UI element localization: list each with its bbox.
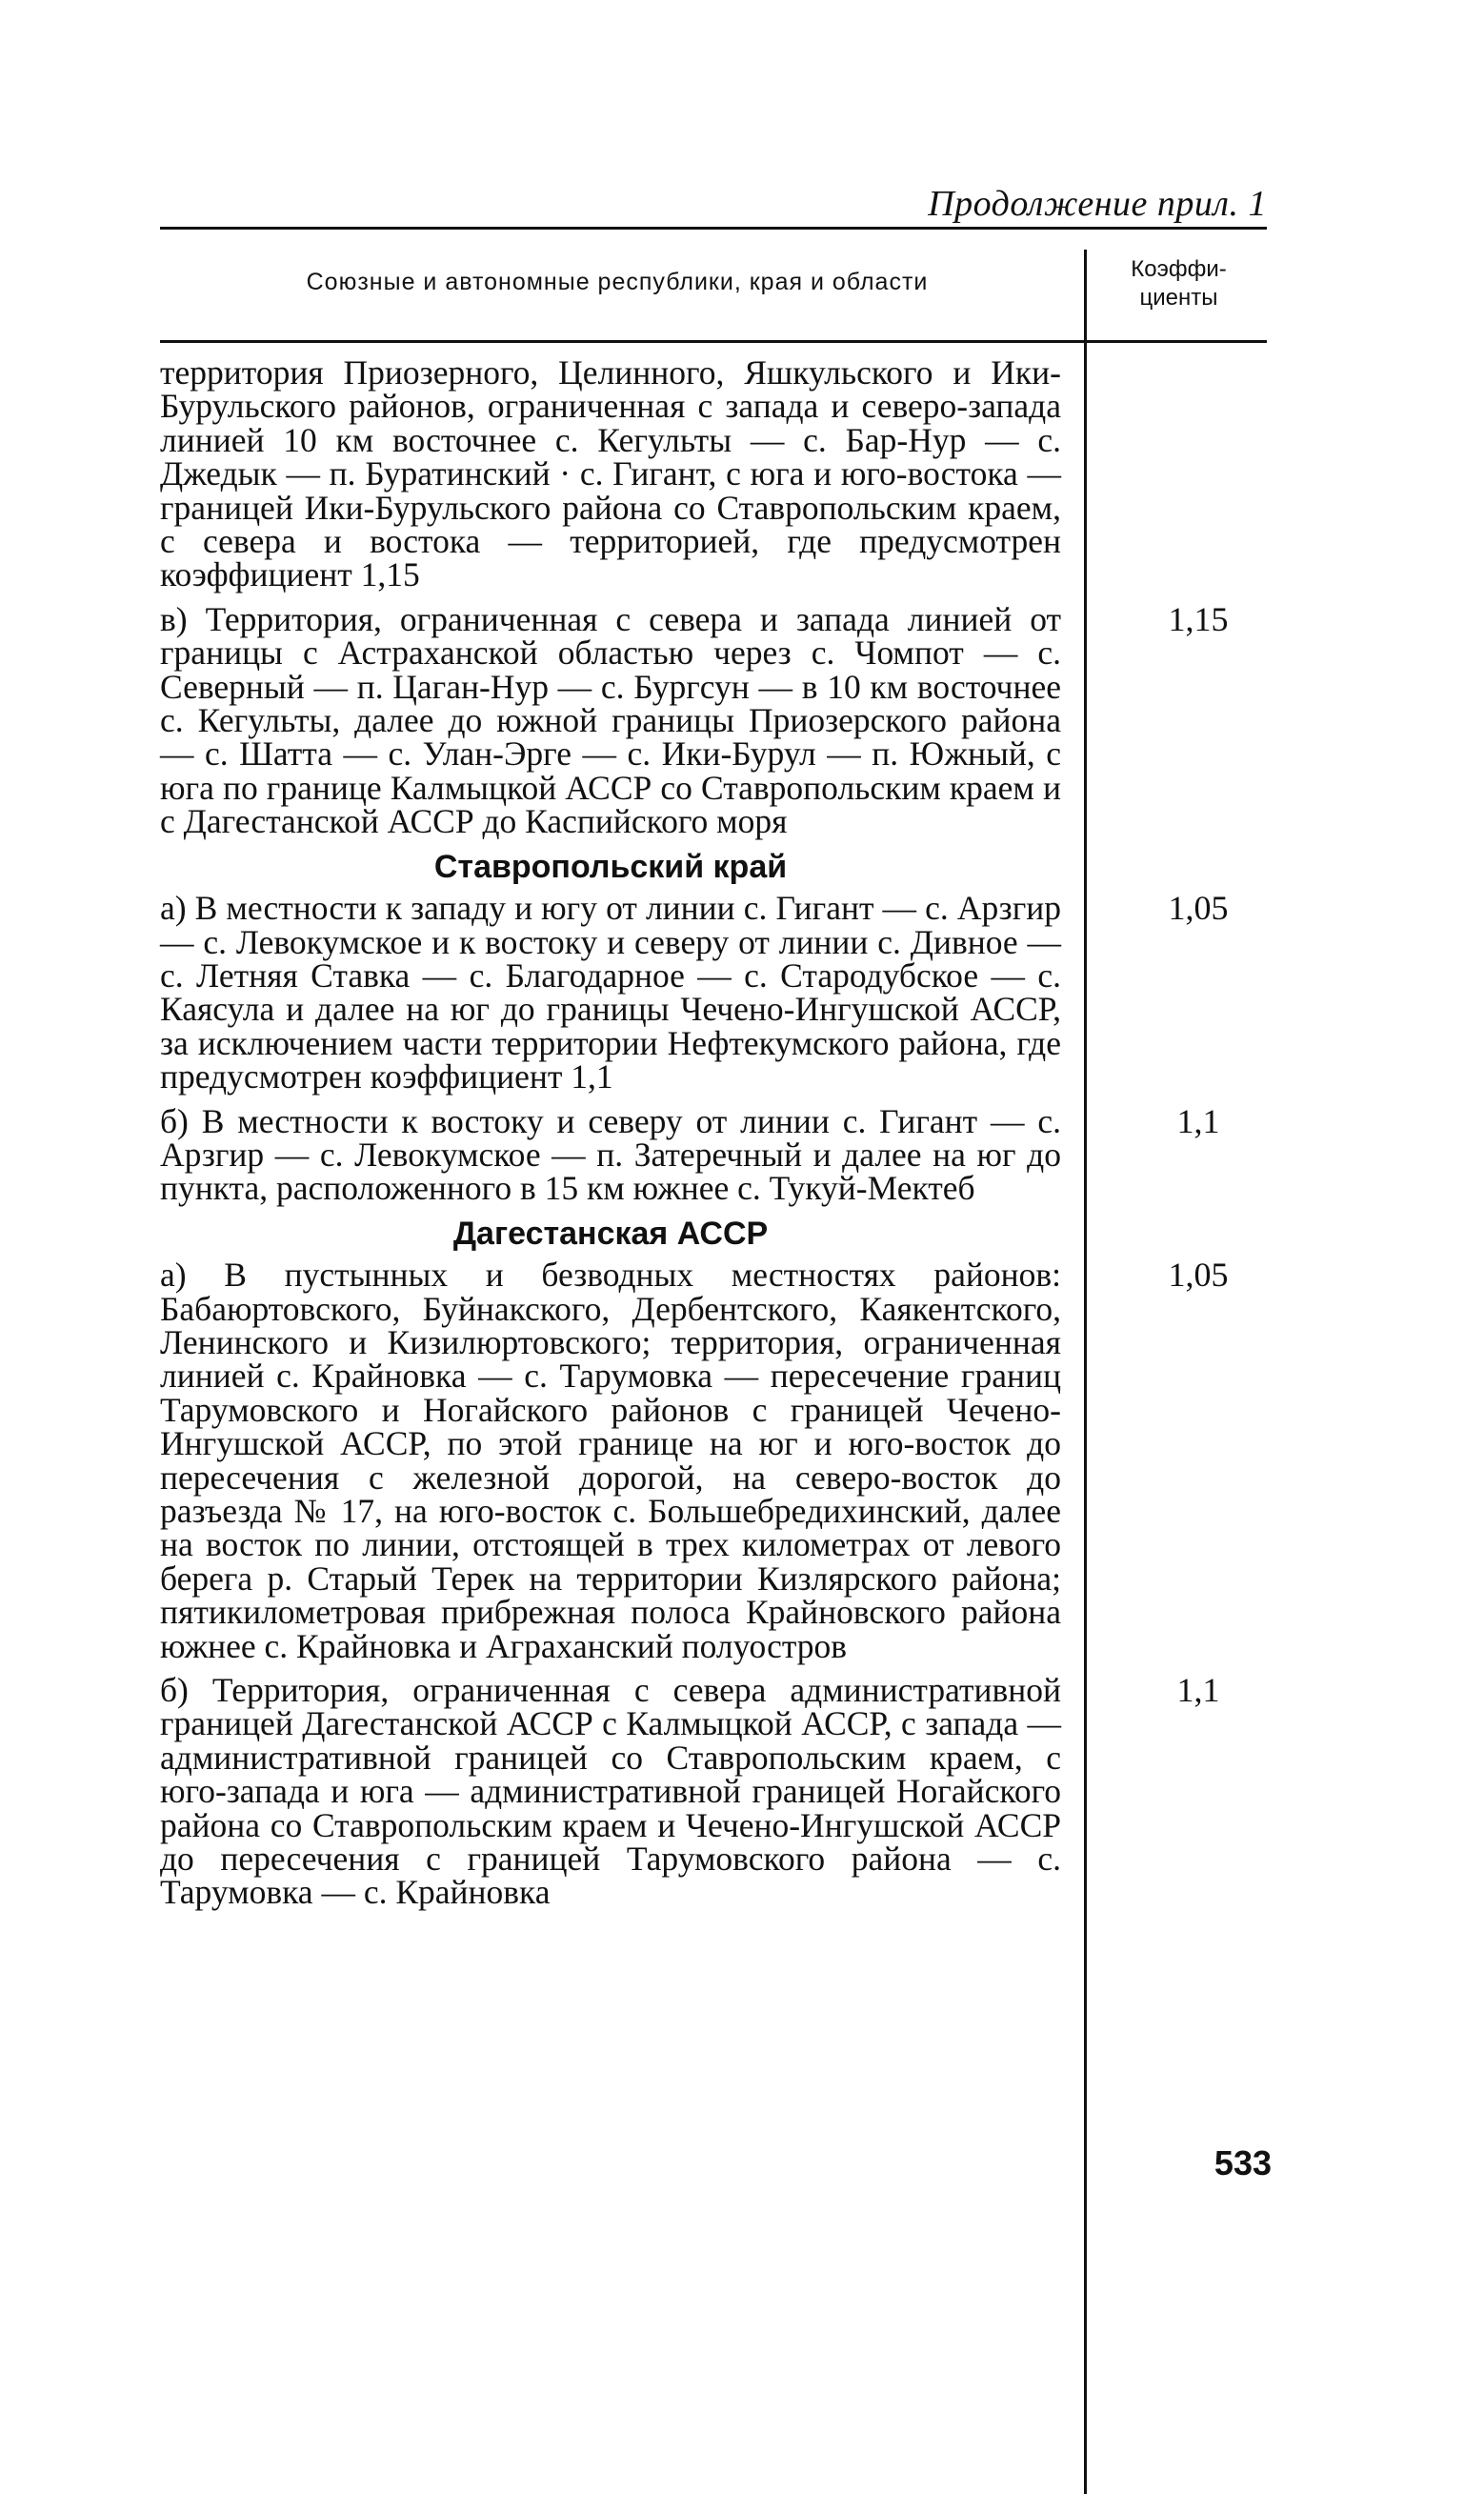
column-divider xyxy=(1084,250,1087,2494)
table-row xyxy=(160,1256,1229,1665)
table-row xyxy=(160,889,1229,1096)
row-text: б) В местности к востоку и северу от линии с. Гигант — с. Арзгир — с. Левокумское — п. Затеречный и далее на юг до пункта, расположенного в 15 км южнее с. Тукуй-Мектеб xyxy=(160,1101,1061,1208)
column-header-coef-line2: циенты xyxy=(1139,285,1218,311)
row-coefficient: 1,05 xyxy=(1168,1256,1229,1295)
row-text: территория Приозерного, Целинного, Яшкульского и Ики-Бурульского районов, ограниченная с запада и северо-запада линией 10 км восточнее с. Кегульты — с. Бар-Нур — с. Джедык — п. Буратинский · с. Гигант, с юга и юго-востока — границей Ики-Бурульского района со Ставропольским краем, с севера и востока — территорией, где предусмотрен коэффициент 1,15 xyxy=(160,353,1061,594)
column-header-regions: Союзные и автономные республики, края и области xyxy=(306,269,929,295)
row-coefficient: 1,15 xyxy=(1168,599,1229,638)
table-top-rule xyxy=(160,227,1267,230)
section-heading: Дагестанская АССР xyxy=(452,1215,769,1252)
table-row xyxy=(160,1671,1220,1912)
table-row xyxy=(160,599,1229,841)
page-number: 533 xyxy=(1213,2143,1272,2182)
column-header-coef-line1: Коэффи- xyxy=(1131,256,1227,282)
row-coefficient: 1,1 xyxy=(1176,1101,1220,1140)
row-text: в) Территория, ограниченная с севера и запада линией от границы с Астраханской областью через с. Чомпот — с. Северный — п. Цаган-Нур — с. Бургсун — в 10 км восточнее с. Кегульты, далее до южной границы Приозерского района — с. Шатта — с. Улан-Эрге — с. Ики-Бурул — п. Южный, с юга по границе Калмыцкой АССР со Ставропольским краем и с Дагестанской АССР до Каспийского моря xyxy=(160,599,1061,841)
row-coefficient: 1,05 xyxy=(1168,889,1229,928)
table-row xyxy=(160,1101,1220,1208)
row-coefficient: 1,1 xyxy=(1176,1671,1220,1710)
table-header-rule xyxy=(160,340,1267,343)
row-text: а) В местности к западу и югу от линии с. Гигант — с. Арзгир — с. Левокумское и к востоку и северу от линии с. Дивное — с. Летняя Ставка — с. Благодарное — с. Стародубское — с. Каясула и далее на юг до границы Чечено-Ингушской АССР, за исключением части территории Нефтекумского района, где предусмотрен коэффициент 1,1 xyxy=(160,889,1061,1096)
column-header-coefficients xyxy=(1091,255,1267,312)
table-body xyxy=(160,353,1229,1921)
row-text: б) Территория, ограниченная с севера административной границей Дагестанской АССР с Калмыцкой АССР, с запада — административной границей со Ставропольским краем, с юго-запада и юга — административной границей Ногайского района со Ставропольским краем и Чечено-Ингушской АССР до пересечения с границей Тарумовского района — с. Тарумовка — с. Крайновка xyxy=(160,1671,1061,1912)
row-text: а) В пустынных и безводных местностях районов: Бабаюртовского, Буйнакского, Дербентского, Каякентского, Ленинского и Кизилюртовского; территория, ограниченная линией с. Крайновка — с. Тарумовка — пересечение границ Тарумовского и Ногайского районов с границей Чечено-Ингушской АССР, по этой границе на юг и юго-восток до пересечения с железной дорогой, на северо-восток до разъезда № 17, на юго-восток с. Большебредихинский, далее на восток по линии, отстоящей в трех километрах от левого берега р. Старый Терек на территории Кизлярского района; пятикилометровая прибрежная полоса Крайновского района южнее с. Крайновка и Аграханский полуостров xyxy=(160,1256,1061,1665)
continuation-label: Продолжение прил. 1 xyxy=(928,184,1267,224)
table-row xyxy=(160,353,1061,594)
section-heading: Ставропольский край xyxy=(433,848,788,885)
